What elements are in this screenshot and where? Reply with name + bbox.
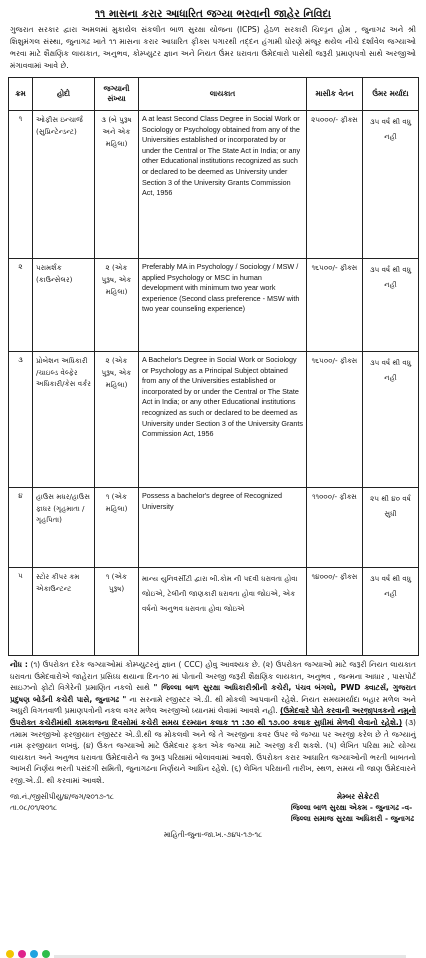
row-qualification: Preferably MA in Psychology / Sociology / MSW / applied Psychology or MSC in human development with minimum two year work experience (Second class preference - MSW with two year counseling experience) <box>139 259 307 352</box>
signatory-office-1: જિલ્લા બાળ સુરક્ષા એકમ - જુનાગઢ -વ- <box>290 802 413 812</box>
row-post: પ્રોબેશન અધિકારી /ચાઇલ્ડ વેલ્ફેર અધિકારી/કેસ વર્કર <box>33 352 95 488</box>
row-vacancy: ૨ (એક પુરૂષ, એક મહિલા) <box>95 259 139 352</box>
row-salary: ૧૬૫૦૦/- ફીક્સ <box>307 259 363 352</box>
table-header-row <box>9 78 419 111</box>
row-qualification: Possess a bachelor's degree of Recognized University <box>139 488 307 568</box>
row-salary: ૧૧૦૦૦/- ફીક્સ <box>307 488 363 568</box>
footer <box>8 791 418 840</box>
row-vacancy: ૧ (એક મહિલા) <box>95 488 139 568</box>
table-row <box>9 259 419 352</box>
logo-dot-icon <box>6 950 14 958</box>
header-no: ક્રમ <box>9 78 33 111</box>
row-salary: ૧૬૫૦૦/- ફીક્સ <box>307 352 363 488</box>
header-vacancy: જગ્યાની સંખ્યા <box>95 78 139 111</box>
row-qualification: A at least Second Class Degree in Social Work or Sociology or Psychology obtained from any of the Universities established or incorporated by or under the Central or The State Act in India; or any other Educational institutions recognized as such or declared to be deemed as University under Section 3 of the University Grants Commission Act, 1956 <box>139 111 307 259</box>
bottom-logo-strip <box>6 950 406 958</box>
office-address: " જિલ્લા બાળ સુરક્ષા અધિકારીશ્રીની કચેરી, પંચવ બંગલો, PWD ક્વાટર્સ, ગુજરાત પ્રદુષણ બોર્ડની કચેરી પાસે, જુનાગઢ " <box>10 683 416 704</box>
note-part-3: (૩) તમામ અરજીઓ ફરજીયાત રજીસ્ટર એ.ડી.થી જ મોકલવી અને જે તે અરજીના કવર ઉપર જે જગ્યા પર અરજી કરેલ છે તે જગ્યાનું નામ ફરજીયાત લખવું. (૪) ઉકત જગ્યાઓ માટે ઉમેદવાર ફક્ત એક જગ્યા માટે અરજી કરી શકશે. (૫) લેખિત પરિક્ષા માટે યોગ્ય લાયકાત અને અનુભવ ધરાવતા ઉમેદવારોને જ રૂબરૂ પરિક્ષામાં બોલાવવામાં આવશે. ઉપરોક્ત કરાર આધારિત જગ્યાઓની ભરતી બાબતનો આખરી નિર્ણય ભરતી પસંદગી સમિતી, જુનાગઢના નિર્ણયને આધિન રહેશે. (૬) લેખિત પરિક્ષાની તારીખ, સ્થળ, સમય ની જાણ ઉમેદવારને રજી.એ.ડી. થી કરવામાં આવશે. <box>10 717 416 785</box>
row-post: હાઉસ મધર/હાઉસ ફાધર (ગૃહમાતા / ગૃહપિતા) <box>33 488 95 568</box>
notice-title: ૧૧ માસના કરાર આધારિત જગ્યા ભરવાની જાહેર નિવિદા <box>95 8 331 20</box>
notice-date: તા.૦૮/૦૧/૨૦૧૮ <box>10 802 58 812</box>
row-post: પરામર્શક (કાઉન્સેલર) <box>33 259 95 352</box>
row-vacancy: ૧ (એક પુરૂષ) <box>95 568 139 656</box>
logo-dot-icon <box>18 950 26 958</box>
info-code: માહિતી-જુના-જા.ખ.-૭૪૫-૧૭-૧૮ <box>163 829 263 839</box>
form-availability-note: (ઉમેદવારે પોતે કરવાની અરજીપત્રકનો નમુનો ઉપરોક્ત કચેરીમાંથી કામકાજના દિવસોમાં કચેરી સમય દરમ્યાન કલાક ૧૧ :૩૦ થી ૧૭.૦૦ કલાક સુધીમાં મેળવી લેવાનો રહેશે.) <box>10 706 416 727</box>
row-post: ઓફીસ ઇન્ચાર્જ (સુપ્રિન્ટેન્ડન્ટ) <box>33 111 95 259</box>
reference-number: જા.નં./જીસીપીયુ/૪/જગ/૨૦૧૭-૧૮ <box>10 791 114 801</box>
note-part-2: ના સરનામે રજીસ્ટર એ.ડી. થી મોકલી આપવાની રહેશે. નિયત સમયમર્યાદા બહાર મળેલ અને અધુરી વિગતવાળી પ્રમાણપત્રોની નકલ વગર મળેલ અરજીઓ ધ્યાનમાં લેવામાં આવશે નહી. <box>10 694 416 716</box>
header-qualification: લાયકાત <box>139 78 307 111</box>
row-qualification: માન્ય યુનિવર્સીટી દ્વારા બી.કોમ ની પદવી ધરાવતા હોવા જોઇએ, ટેલીની જાણકારી ધરાવતા હોવા જોઇએ, એક વર્ષનો અનુભવ ધરાવતા હોવા જોઇએ <box>139 568 307 656</box>
signatory-title: મેમ્બર સેક્રેટરી <box>336 791 380 801</box>
row-no: ૧ <box>9 111 33 259</box>
logo-dot-icon <box>30 950 38 958</box>
row-no: ૪ <box>9 488 33 568</box>
signature-block <box>291 791 414 824</box>
row-salary: ૨૫૦૦૦/- ફીક્સ <box>307 111 363 259</box>
note-section <box>10 659 416 787</box>
row-age: ૨૫ થી ૪૦ વર્ષ સુધી <box>363 488 419 568</box>
posts-table <box>8 77 419 656</box>
header-salary: માસીક વેતન <box>307 78 363 111</box>
row-age: ૩૫ વર્ષ થી વધુ નહી <box>363 568 419 656</box>
row-vacancy: ૨ (એક પુરૂષ, એક મહિલા) <box>95 352 139 488</box>
header-age: ઉંમર મર્યાદા <box>363 78 419 111</box>
logo-dot-icon <box>42 950 50 958</box>
row-no: ૫ <box>9 568 33 656</box>
row-salary: ૧૪૦૦૦/- ફીક્સ <box>307 568 363 656</box>
table-row <box>9 488 419 568</box>
header-post: હોદો <box>33 78 95 111</box>
note-part-1: (૧) ઉપરોક્ત દરેક જગ્યાઓમાં કોમ્પ્યુટરનું જ્ઞાન ( CCC) હોવુ આવશ્યક છે. (૨) ઉપરોક્ત જગ્યાઓ માટે જરૂરી નિયત લાયકાત ધરાવતા ઉમેદવારોએ જાહેરાત પ્રસિધ્ધ થયાના દિન-૧૦ માં પોતાની અરજી જરૂરી શૈક્ષણિક લાયકાત, અનુભવ , જન્મના આધાર , પાસપોર્ટ સાઇઝનો ફોટો વિગેરેની પ્રમાણિત નકલો સાથે <box>10 660 416 693</box>
row-age: ૩૫ વર્ષ થી વધુ નહી <box>363 111 419 259</box>
row-age: ૩૫ વર્ષ થી વધુ નહી <box>363 259 419 352</box>
table-row <box>9 111 419 259</box>
row-post: સ્ટોર કીપર કમ એકાઉન્ટન્ટ <box>33 568 95 656</box>
row-vacancy: ૩ (બે પુરૂષ અને એક મહિલા) <box>95 111 139 259</box>
table-row <box>9 352 419 488</box>
row-qualification: A Bachelor's Degree in Social Work or Sociology or Psychology as a Principal Subject obtained from any of the Universities established or incorporated by or under the Central or The State Act in India; or any other Educational institutions recognized as such or declared to be deemed as University under Section 3 of the University Grants Commission Act, 1956 <box>139 352 307 488</box>
table-row <box>9 568 419 656</box>
row-age: ૩૫ વર્ષ થી વધુ નહી <box>363 352 419 488</box>
signatory-office-2: જિલ્લા સમાજ સુરક્ષા અધિકારી - જુનાગઢ <box>290 813 414 823</box>
row-no: ૩ <box>9 352 33 488</box>
intro-paragraph: ગુજરાત સરકાર દ્વારા અમલમાં મુકાયેલ સંકલીત બાળ સુરક્ષા યોજના (ICPS) હેઠળ સરકારી ચિલ્ડ્રન હોમ , જુનાગઢ અને શ્રી શિશુમંગલ સંસ્થા, જુનાગઢ ખાતે ૧૧ માસના કરાર આધારિત ફીક્સ પગારથી તદ્દન હંગામી ધોરણે મંજૂર થયેલ નીચે દર્શાવેલ જગ્યાઓ ભરવા માટે શૈક્ષણિક લાયકાત, અનુભવ, કોમ્પ્યુટર જ્ઞાન અને નિયત ઉંમર ધરાવતા ઉમેદવારો પાસેથી જરૂરી પ્રમાણપત્રો સાથે અરજીઓ મંગાવવામાં આવે છે. <box>10 25 416 70</box>
row-no: ૨ <box>9 259 33 352</box>
note-label: નોંધ : <box>10 660 28 669</box>
